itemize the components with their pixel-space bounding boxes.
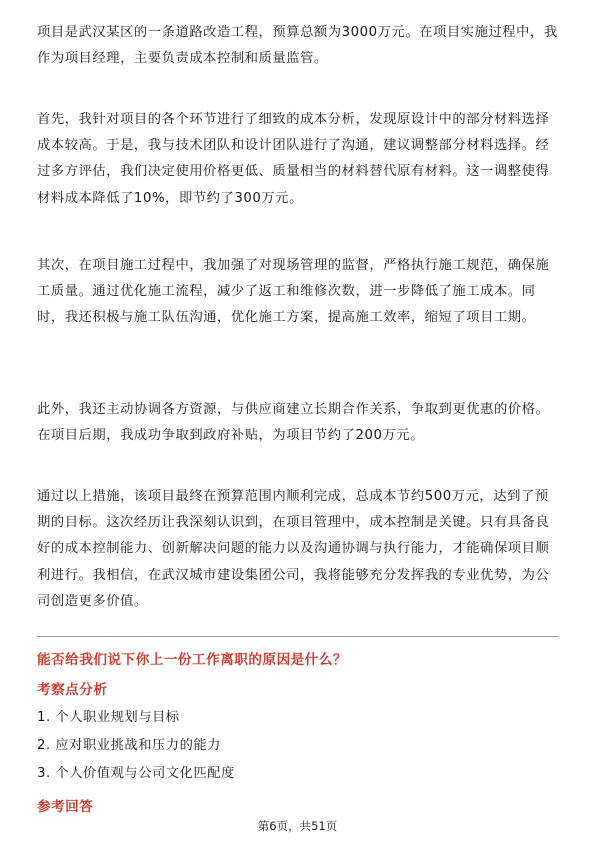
paragraph-cost-analysis: 首先，我针对项目的各个环节进行了细致的成本分析，发现原设计中的部分材料选择成本较高。于是，我与技术团队和设计团队进行了沟通，建议调整部分材料选择。经过多方评估，我们决定使用价格更低、质量相当的材料替代原有材料。这一调整使得材料成本降低了10%，即节约了300万元。 <box>37 112 550 206</box>
page-footer: 第6页，共51页 <box>257 819 338 833</box>
question-heading: 能否给我们说下你上一份工作离职的原因是什么？ <box>37 652 348 668</box>
analysis-item: 1. 个人职业规划与目标 <box>37 710 180 725</box>
analysis-heading: 考察点分析 <box>37 682 108 698</box>
paragraph-conclusion: 通过以上措施，该项目最终在预算范围内顺利完成，总成本节约500万元，达到了预期的目标。这次经历让我深刻认识到，在项目管理中，成本控制是关键。只有具备良好的成本控制能力、创新解决问题的能力以及沟通协调与执行能力，才能确保项目顺利进行。我相信，在武汉城市建设集团公司，我将能够充分发挥我的专业优势，为公司创造更多价值。 <box>37 489 550 609</box>
section-divider <box>37 636 559 637</box>
analysis-item: 3. 个人价值观与公司文化匹配度 <box>37 766 235 781</box>
paragraph-resource-coordination: 此外，我还主动协调各方资源，与供应商建立长期合作关系，争取到更优惠的价格。在项目后期，我成功争取到政府补贴，为项目节约了200万元。 <box>37 402 550 444</box>
answer-heading: 参考回答 <box>37 799 94 815</box>
paragraph-site-management: 其次，在项目施工过程中，我加强了对现场管理的监督，严格执行施工规范，确保施工质量。通过优化施工流程，减少了返工和维修次数，进一步降低了施工成本。同时，我还积极与施工队伍沟通，优化施工方案，提高施工效率，缩短了项目工期。 <box>37 258 550 326</box>
paragraph-project-intro: 项目是武汉某区的一条道路改造工程，预算总额为3000万元。在项目实施过程中，我作为项目经理，主要负责成本控制和质量监管。 <box>37 25 558 67</box>
analysis-item: 2. 应对职业挑战和压力的能力 <box>37 738 221 753</box>
